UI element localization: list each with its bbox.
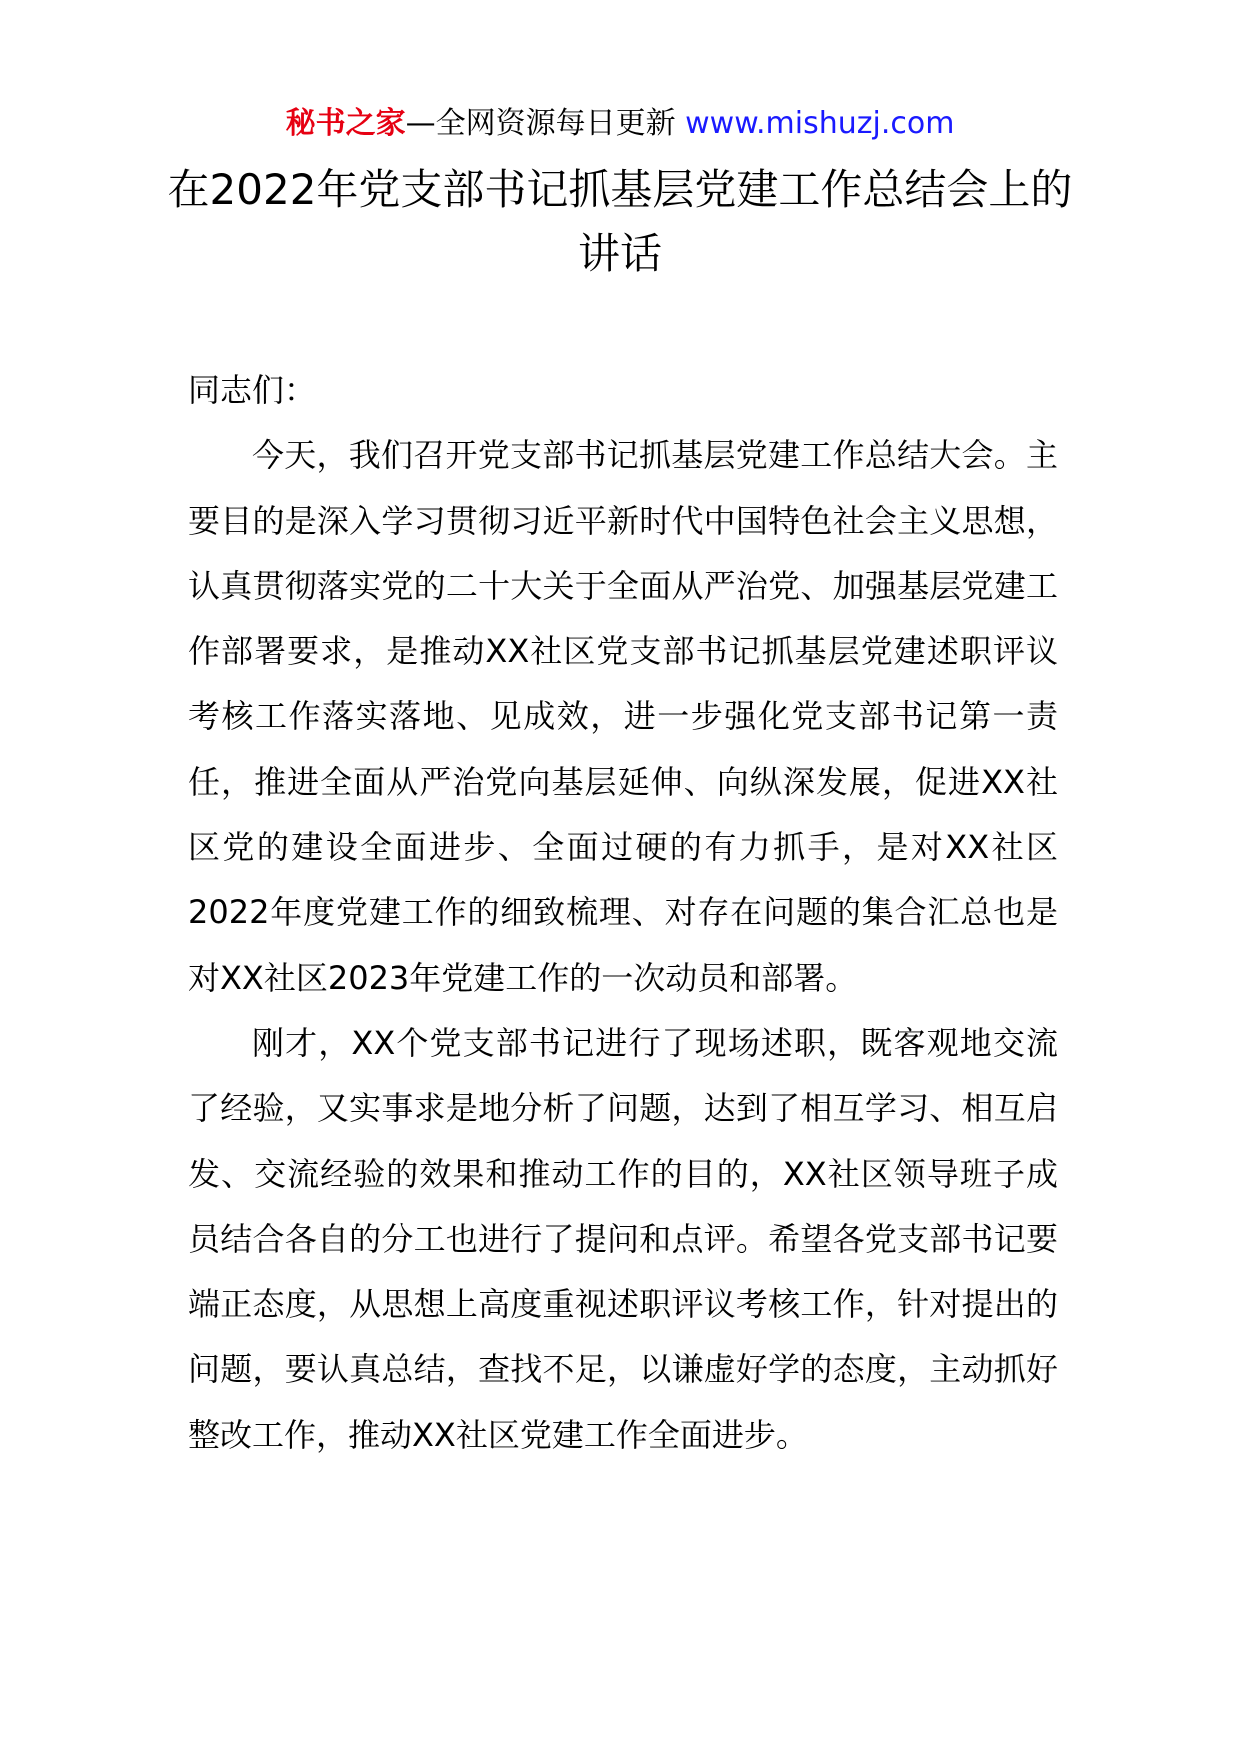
site-url-link[interactable]: www.mishuzj.com [685,106,955,141]
header-tagline: —全网资源每日更新 [405,106,676,141]
document-title: 在2022年党支部书记抓基层党建工作总结会上的讲话 [167,165,1073,278]
salutation: 同志们： [188,371,317,409]
site-header [0,98,1240,150]
paragraph-1: 今天，我们召开党支部书记抓基层党建工作总结大会。主要目的是深入学习贯彻习近平新时代中国特色社会主义思想，认真贯彻落实党的二十大关于全面从严治党、加强基层党建工作部署要求，是推动XX社区党支部书记抓基层党建述职评议考核工作落实落地、见成效，进一步强化党支部书记第一责任，推进全面从严治党向基层延伸、向纵深发展，促进XX社区党的建设全面进步、全面过硬的有力抓手，是对XX社区2022年度党建工作的细致梳理、对存在问题的集合汇总也是对XX社区2023年党建工作的一次动员和部署。 [188,436,1058,997]
document-body [188,358,1058,1468]
brand-name: 秘书之家 [285,106,406,141]
paragraph-2: 刚才，XX个党支部书记进行了现场述职，既客观地交流了经验，又实事求是地分析了问题，达到了相互学习、相互启发、交流经验的效果和推动工作的目的，XX社区领导班子成员结合各自的分工也进行了提问和点评。希望各党支部书记要端正态度，从思想上高度重视述职评议考核工作，针对提出的问题，要认真总结，查找不足，以谦虚好学的态度，主动抓好整改工作，推动XX社区党建工作全面进步。 [188,1023,1058,1454]
